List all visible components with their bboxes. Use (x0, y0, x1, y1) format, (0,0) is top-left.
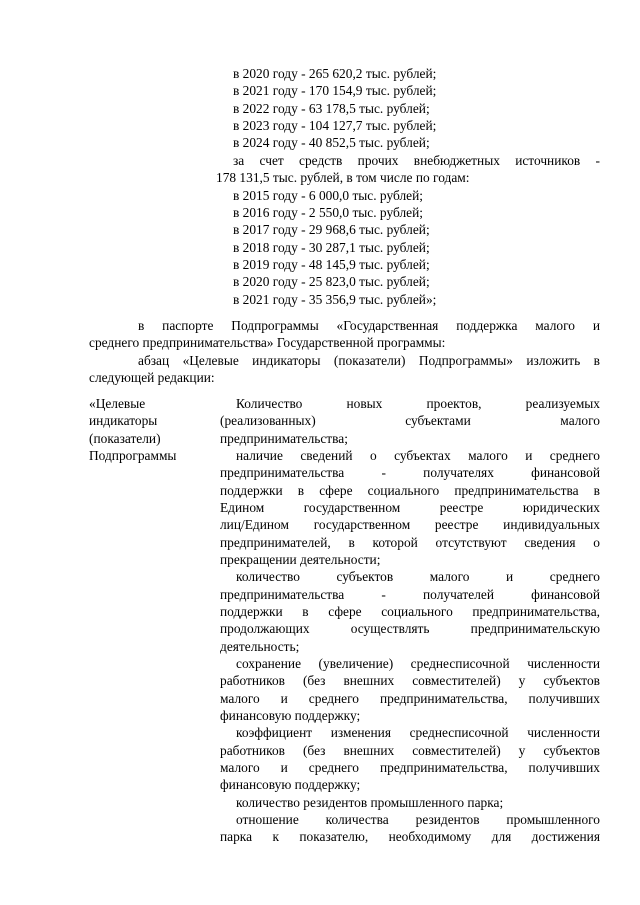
passport-para-line1: в паспорте Подпрограммы «Государственная поддержка малого и (138, 318, 600, 333)
indicator-line: парка к показателю, необходимому для достижения (220, 829, 600, 844)
indicator-line: работников (без внешних совместителей) у субъектов (220, 673, 600, 688)
indicator-line: коэффициент изменения среднесписочной численности (236, 725, 600, 740)
indicator-line: работников (без внешних совместителей) у субъектов (220, 743, 600, 758)
indicator-line: предпринимателей, в которой отсутствуют сведения о (220, 535, 600, 550)
indicator-line: деятельность; (220, 639, 300, 654)
extra-budget-line2: 178 131,5 тыс. рублей, в том числе по годам: (216, 170, 470, 185)
indicator-line: лиц/Едином государственном реестре индивидуальных (220, 517, 600, 532)
indicator-line: малого и среднего предпринимательства, получивших (220, 760, 600, 775)
extra-year-line: в 2021 году - 35 356,9 тыс. рублей»; (233, 292, 437, 307)
indicator-line: прекращении деятельности; (220, 552, 381, 567)
funding-line: в 2022 году - 63 178,5 тыс. рублей; (233, 101, 430, 116)
extra-year-line: в 2020 году - 25 823,0 тыс. рублей; (233, 274, 430, 289)
indicator-line: поддержки в сфере социального предпринимательства, (220, 604, 600, 619)
indicator-line: предпринимательства - получателей финансовой (220, 587, 600, 602)
extra-year-line: в 2019 году - 48 145,9 тыс. рублей; (233, 257, 430, 272)
funding-line: в 2020 году - 265 620,2 тыс. рублей; (233, 66, 437, 81)
indicator-line: продолжающих осуществлять предпринимательскую (220, 621, 600, 636)
indicator-line: (реализованных) субъектами малого (220, 413, 600, 428)
extra-year-line: в 2015 году - 6 000,0 тыс. рублей; (233, 188, 423, 203)
indicator-line: Количество новых проектов, реализуемых (236, 396, 600, 411)
indicator-line: финансовую поддержку; (220, 708, 361, 723)
indicator-line: количество субъектов малого и среднего (236, 569, 600, 584)
extra-year-line: в 2016 году - 2 550,0 тыс. рублей; (233, 205, 423, 220)
indicator-line: малого и среднего предпринимательства, получивших (220, 691, 600, 706)
funding-line: в 2023 году - 104 127,7 тыс. рублей; (233, 118, 437, 133)
label-line: «Целевые (89, 396, 146, 411)
indicator-line: наличие сведений о субъектах малого и среднего (236, 448, 600, 463)
indicator-line: количество резидентов промышленного парка; (236, 795, 504, 810)
funding-line: в 2021 году - 170 154,9 тыс. рублей; (233, 83, 437, 98)
indicator-line: предпринимательства; (220, 431, 348, 446)
indicator-line: сохранение (увеличение) среднесписочной численности (236, 656, 600, 671)
indicator-line: отношение количества резидентов промышленного (236, 812, 600, 827)
indicator-line: поддержки в сфере социального предпринимательства в (220, 483, 600, 498)
passport-para-line2: среднего предпринимательства» Государственной программы: (89, 335, 446, 350)
indicator-line: финансовую поддержку; (220, 777, 361, 792)
extra-year-line: в 2018 году - 30 287,1 тыс. рублей; (233, 240, 430, 255)
abzac-para-line2: следующей редакции: (89, 370, 215, 385)
indicator-line: Едином государственном реестре юридических (220, 500, 600, 515)
extra-budget-line1: за счет средств прочих внебюджетных источников - (233, 153, 600, 168)
indicator-line: предпринимательства - получателях финансовой (220, 465, 600, 480)
abzac-para-line1: абзац «Целевые индикаторы (показатели) Подпрограммы» изложить в (138, 353, 600, 368)
extra-year-line: в 2017 году - 29 968,6 тыс. рублей; (233, 222, 430, 237)
label-line: индикаторы (89, 413, 158, 428)
label-line: Подпрограммы (89, 448, 177, 463)
label-line: (показатели) (89, 431, 161, 446)
funding-line: в 2024 году - 40 852,5 тыс. рублей; (233, 135, 430, 150)
